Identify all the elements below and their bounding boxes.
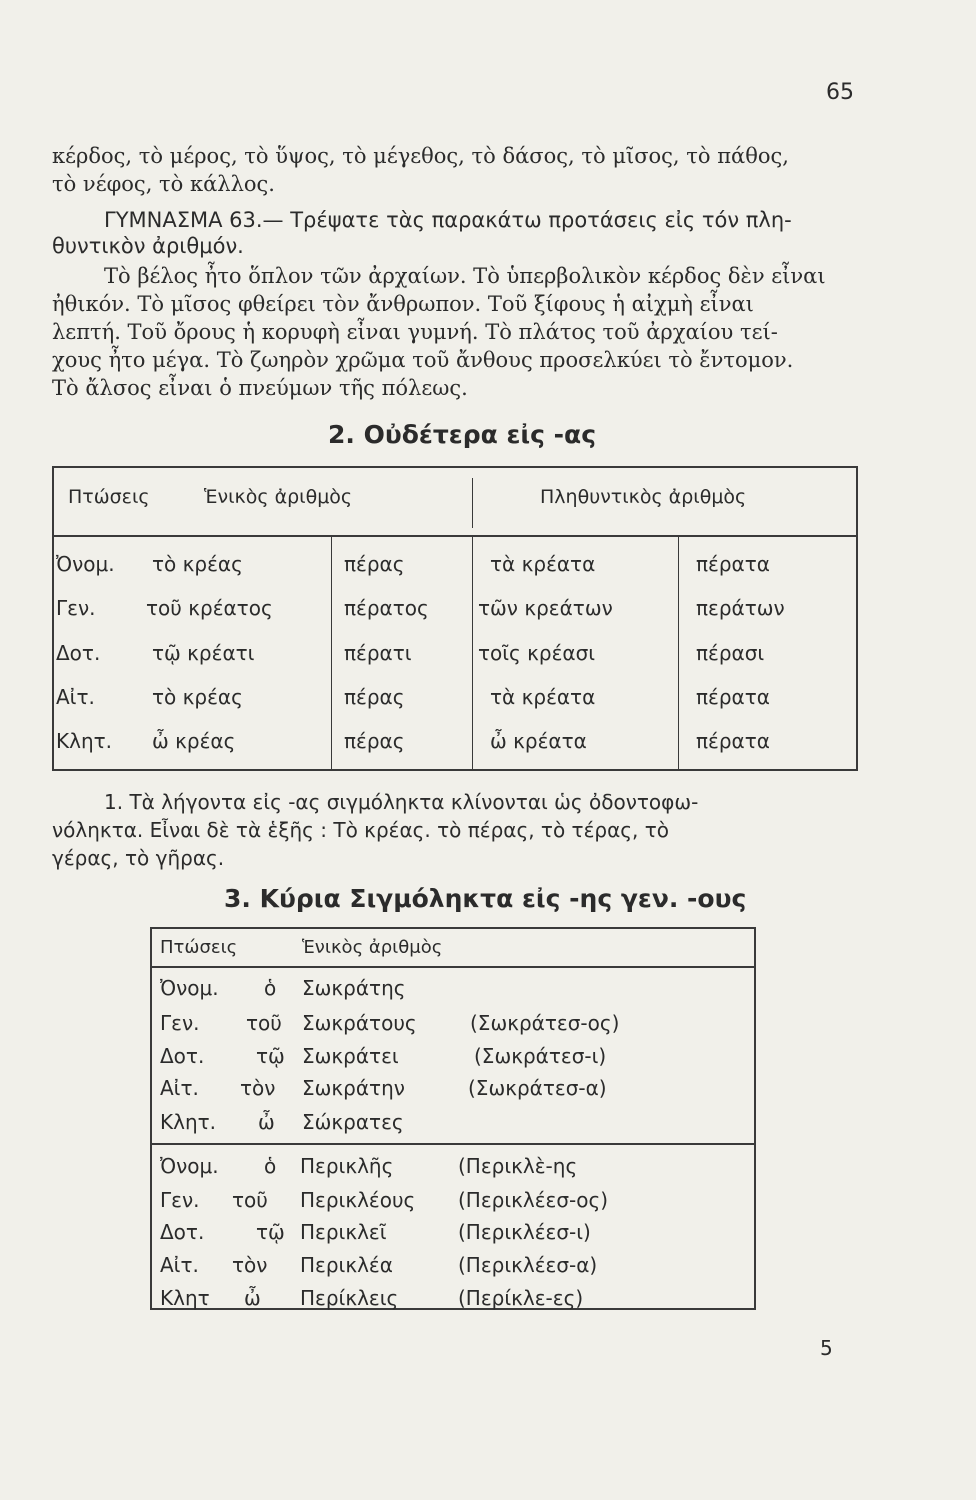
cell: τὸ κρέας xyxy=(152,685,243,709)
exercise-line: ἠθικόν. Τὸ μῖσος φθείρει τὸν ἄνθρωπον. Τοῦ ξίφους ἡ αἰχμὴ εἶναι xyxy=(52,292,754,316)
article: τὸν xyxy=(240,1076,276,1100)
name-form: Σωκράτην xyxy=(302,1076,405,1100)
article: τοῦ xyxy=(232,1188,268,1212)
case-label: Δοτ. xyxy=(160,1220,205,1244)
name-form: Περίκλεις xyxy=(300,1286,399,1310)
name-form: Περικλεῖ xyxy=(300,1220,387,1244)
stem-form: (Περικλέεσ-ι) xyxy=(458,1220,591,1244)
case-label: Ὀνομ. xyxy=(160,1154,219,1178)
stem-form: (Σωκράτεσ-ος) xyxy=(470,1011,620,1035)
case-label: Δοτ. xyxy=(56,641,101,665)
col-divider xyxy=(678,535,679,771)
case-label: Κλητ. xyxy=(160,1110,217,1134)
cell: περάτων xyxy=(696,596,785,620)
case-label: Κλητ xyxy=(160,1286,210,1310)
article: τὸν xyxy=(232,1253,268,1277)
stem-form: (Περικλέεσ-α) xyxy=(458,1253,598,1277)
table-bottom-rule xyxy=(52,769,858,771)
cell: πέρατι xyxy=(344,641,412,665)
article: τοῦ xyxy=(246,1011,282,1035)
cell: τῷ κρέατι xyxy=(152,641,255,665)
col-divider xyxy=(472,535,473,771)
cell: πέρατα xyxy=(696,729,770,753)
stem-form: (Περίκλε-ες) xyxy=(458,1286,584,1310)
case-label: Γεν. xyxy=(160,1188,200,1212)
table-right-rule xyxy=(754,927,756,1310)
header-rule xyxy=(150,966,756,968)
page-number: 65 xyxy=(826,80,854,105)
case-label: Αἰτ. xyxy=(160,1076,199,1100)
exercise-line: χους ἦτο μέγα. Τὸ ζωηρὸν χρῶμα τοῦ ἄνθους προσελκύει τὸ ἔντομον. xyxy=(52,348,794,372)
group-rule xyxy=(150,1143,756,1145)
case-label: Κλητ. xyxy=(56,729,113,753)
case-label: Δοτ. xyxy=(160,1044,205,1068)
cell: τοῦ κρέατος xyxy=(146,596,273,620)
cell: ὦ κρέατα xyxy=(490,729,587,753)
header-cases: Πτώσεις xyxy=(160,937,238,958)
table-top-rule xyxy=(52,466,858,468)
case-label: Αἰτ. xyxy=(160,1253,199,1277)
case-label: Αἰτ. xyxy=(56,685,95,709)
cell: πέρας xyxy=(344,685,405,709)
cell: τὰ κρέατα xyxy=(490,685,596,709)
header-rule xyxy=(52,535,858,537)
header-singular: Ἑνικὸς ἀριθμὸς xyxy=(204,486,353,508)
article: ὁ xyxy=(264,976,277,1000)
cell: τὰ κρέατα xyxy=(490,552,596,576)
table-right-rule xyxy=(856,466,858,771)
name-form: Περικλῆς xyxy=(300,1154,394,1178)
name-form: Σωκράτει xyxy=(302,1044,399,1068)
note-line: νόληκτα. Εἶναι δὲ τὰ ἑξῆς : Τὸ κρέας. τὸ πέρας, τὸ τέρας, τὸ xyxy=(52,818,670,842)
table-left-rule xyxy=(52,466,54,771)
text-line: κέρδος, τὸ μέρος, τὸ ὕψος, τὸ μέγεθος, τὸ δάσος, τὸ μῖσος, τὸ πάθος, xyxy=(52,144,789,168)
article: ὁ xyxy=(264,1154,277,1178)
note-line: γέρας, τὸ γῆρας. xyxy=(52,846,225,870)
cell: πέρας xyxy=(344,552,405,576)
article: ὦ xyxy=(258,1110,275,1134)
case-label: Γεν. xyxy=(160,1011,200,1035)
exercise-line: Τὸ βέλος ἦτο ὅπλον τῶν ἀρχαίων. Τὸ ὑπερβολικὸν κέρδος δὲν εἶναι xyxy=(104,264,826,288)
cell: πέρατα xyxy=(696,685,770,709)
case-label: Γεν. xyxy=(56,596,96,620)
section-3-title: 3. Κύρια Σιγμόληκτα εἰς -ης γεν. -ους xyxy=(224,884,747,913)
stem-form: (Σωκράτεσ-ι) xyxy=(474,1044,607,1068)
name-form: Περικλέους xyxy=(300,1188,416,1212)
table-left-rule xyxy=(150,927,152,1310)
article: τῷ xyxy=(256,1220,285,1244)
cell: ὦ κρέας xyxy=(152,729,236,753)
cell: τῶν κρεάτων xyxy=(478,596,613,620)
table-top-rule xyxy=(150,927,756,929)
table-bottom-rule xyxy=(150,1308,756,1310)
name-form: Σωκράτους xyxy=(302,1011,417,1035)
cell: πέρασι xyxy=(696,641,765,665)
cell: τοῖς κρέασι xyxy=(478,641,596,665)
exercise-label: ΓΥΜΝΑΣΜΑ 63. xyxy=(104,208,263,232)
name-form: Σωκράτης xyxy=(302,976,406,1000)
case-label: Ὀνομ. xyxy=(160,976,219,1000)
signature-mark: 5 xyxy=(820,1336,833,1360)
name-form: Σώκρατες xyxy=(302,1110,404,1134)
exercise-instruction: — Τρέψατε τὰς παρακάτω προτάσεις εἰς τόν πλη- xyxy=(262,208,792,232)
text-line: τὸ νέφος, τὸ κάλλος. xyxy=(52,172,275,196)
header-divider xyxy=(472,478,473,528)
header-singular: Ἑνικὸς ἀριθμὸς xyxy=(302,937,443,958)
note-line: 1. Τὰ λήγοντα εἰς -ας σιγμόληκτα κλίνονται ὡς ὀδοντοφω- xyxy=(104,790,699,814)
exercise-line: Τὸ ἄλσος εἶναι ὁ πνεύμων τῆς πόλεως. xyxy=(52,376,468,400)
case-label: Ὀνομ. xyxy=(56,552,115,576)
cell: πέρας xyxy=(344,729,405,753)
stem-form: (Περικλὲ-ης xyxy=(458,1154,578,1178)
exercise-heading xyxy=(104,206,792,234)
stem-form: (Περικλέεσ-ος) xyxy=(458,1188,609,1212)
article: τῷ xyxy=(256,1044,285,1068)
cell: πέρατα xyxy=(696,552,770,576)
exercise-instruction-cont: θυντικὸν ἀριθμόν. xyxy=(52,234,244,258)
col-divider xyxy=(331,535,332,771)
name-form: Περικλέα xyxy=(300,1253,393,1277)
exercise-line: λεπτή. Τοῦ ὄρους ἡ κορυφὴ εἶναι γυμνή. Τὸ πλάτος τοῦ ἀρχαίου τεί- xyxy=(52,320,778,344)
article: ὦ xyxy=(244,1286,261,1310)
header-plural: Πληθυντικὸς ἀριθμὸς xyxy=(540,486,747,508)
cell: πέρατος xyxy=(344,596,429,620)
section-2-title: 2. Οὐδέτερα εἰς -ας xyxy=(328,420,597,449)
header-cases: Πτώσεις xyxy=(68,486,150,508)
cell: τὸ κρέας xyxy=(152,552,243,576)
stem-form: (Σωκράτεσ-α) xyxy=(468,1076,607,1100)
